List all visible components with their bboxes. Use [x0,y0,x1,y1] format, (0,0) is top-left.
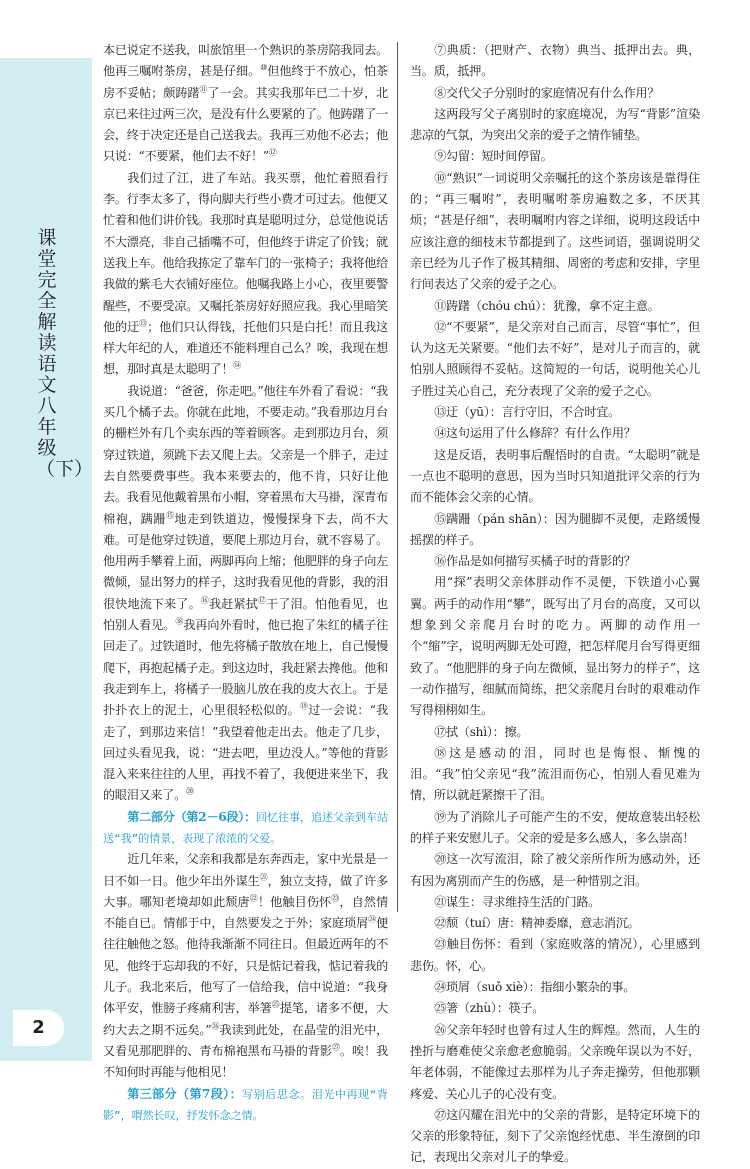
annotation-note: 用“探”表明父亲体胖动作不灵便，下铁道小心翼翼。两手的动作用“攀”，既写出了月台的高度，又可以想象到父亲爬月台时的吃力。两脚的动作用一个“缩”字，说明两脚无处可蹬，把怎样爬月台写得更细致了。“他肥胖的身子向左微倾，显出努力的样子”，这一动作描写，细腻而简练，把父亲爬月台时的艰难动作写得栩栩如生。 [410,575,700,718]
footnote-marker: ㉒ [249,893,258,903]
book-title: 课堂完全解读 语文 八年级（下） [36,227,94,480]
text-run: 本已说定不送我，叫旅馆里一个熟识的茶房陪我同去。他再三嘱咐茶房，甚是仔细。 [103,43,388,79]
annotation-note: 这是反语，表明事后醒悟时的自责。“太聪明”就是一点也不聪明的意思，因为当时只知道批评父亲的行为而不能体会父亲的心情。 [410,447,700,505]
annotation-note: 这两段写父子离别时的家庭境况，为写“背影”渲染悲凉的气氛，为突出父亲的爱子之情作铺垫。 [410,106,700,143]
text-run: 我说道：“爸爸，你走吧。”他往车外看了看说：“我买几个橘子去。你就在此地，不要走动。”我看那边月台的栅栏外有几个卖东西的等着顾客。走到那边月台，须穿过铁道，须跳下去又爬上去。父亲是一个胖子，走过去自然要费事些。我本来要去的，他不肯，只好让他去。我看见他戴着黑布小帽，穿着黑布大马褂，深青布棉袍，蹒跚 [103,383,388,526]
text-run: 。唉！我不知何时再能与他相见！ [103,1043,388,1080]
footnote-marker: ⑳ [185,787,194,797]
text-run: 我赶紧拭 [208,596,258,611]
column-divider [397,42,398,912]
footnote-marker: ⑫ [268,148,277,158]
annotation-note: ⑬迂（yū）：言行守旧，不合时宜。 [434,405,620,420]
text-run: ！他触目伤怀 [257,894,332,909]
annotation-note: ⑲为了消除儿子可能产生的不安，便故意装出轻松的样子来安慰儿子。父亲的爱是多么感人，多么崇高！ [410,809,700,845]
annotation-note: ㉕箸（zhù）：筷子。 [434,1001,545,1016]
text-run: 过一会说：“我走了，到那边来信！”我望着他走出去。他走了几步，回过头看见我，说：“进去吧，里边没人。”等他的背影混入来来往往的人里，再找不着了，我便进来坐下，我的眼泪又来了。 [103,703,388,803]
section-summary [103,807,388,850]
footnote-marker: ⑱ [175,616,184,626]
annotation-note: ㉖父亲年轻时也曾有过人生的辉煌。然而，人生的挫折与磨难使父亲愈老愈脆弱。父亲晚年误以为不好，年老体弱，不能像过去那样为儿子奔走操劳，但他那颗疼爱、关心儿子的心没有变。 [410,1022,700,1101]
annotation-note: ⑭这句运用了什么修辞？有什么作用？ [434,426,636,441]
section-note: 写别后思念。泪光中再现“背影”，喟然长叹，抒发怀念之情。 [103,1087,388,1122]
annotation-note: ⑩“熟识”一词说明父亲嘱托的这个茶房该是靠得住的；“再三嘱咐”，表明嘱咐茶房遍数之多，不厌其烦；“甚是仔细”，表明嘱咐内容之详细，说明这段话中应该注意的细枝末节都提到了。这些词语，强调说明父亲已经为儿子作了极其精细、周密的考虑和安排，字里行间表达了父亲的爱子之心。 [410,170,700,292]
page-number: 2 [13,1010,64,1046]
annotation-note: ⑨勾留：短时间停留。 [434,149,553,164]
section-summary [103,1084,388,1127]
annotation-note: ⑮蹒跚（pán shān）：因为腿脚不灵便，走路缓慢摇摆的样子。 [410,511,700,547]
text-run: 干了泪。怕他看见，也怕别人看见。 [103,596,388,633]
section-label: 第二部分（第2－6段）： [127,809,256,824]
footnote-marker: ㉓ [331,893,340,903]
footnote-marker: ⑩ [260,63,268,73]
text-run: 我再向外看时，他已抱了朱红的橘子往回走了。过铁道时，他先将橘子散放在地上，自己慢慢爬下，再抱起橘子走。到这边时，我赶紧去搀他。他和我走到车上，将橘子一股脑儿放在我的皮大衣上。于是扑扑衣上的泥土，心里很轻松似的。 [103,618,388,718]
text-run: 了一会。其实我那年已二十岁，北京已来往过两三次，是没有什么要紧的了。他踌躇了一会，终于决定还是自己送我去。我再三劝他不必去；他只说：“不要紧，他们去不好！” [103,85,388,164]
body-paragraph [103,40,388,168]
annotation-note: ⑧交代父子分别时的家庭情况有什么作用？ [434,85,660,100]
text-run: 便往往触他之怒。他待我渐渐不同往日。但最近两年的不见，他终于忘却我的不好，只是惦记着我，惦记着我的儿子。我北来后，他写了一信给我，信中说道：“我身体平安，惟膀子疼痛利害，举箸 [103,916,388,1016]
section-label: 第三部分（第7段）： [127,1086,243,1101]
text-run: 我读到此处，在晶莹的泪光中，又看见那肥胖的、青布棉袍黑布马褂的背影 [103,1022,389,1058]
annotation-note: ⑳这一次写流泪，除了被父亲所作所为感动外，还有因为离别而产生的伤感，是一种惜别之泪。 [410,852,700,888]
footnote-marker: ⑪ [199,84,208,94]
footnote-marker: ⑰ [257,595,267,605]
annotation-note: ㉑谋生：寻求维持生活的门路。 [434,894,601,909]
body-paragraph [103,381,388,807]
footnote-marker: ㉔ [368,915,377,925]
annotation-note: ⑱这是感动的泪，同时也是悔恨、惭愧的泪。“我”怕父亲见“我”流泪而伤心，怕别人看见难为情，所以就赶紧擦干了泪。 [410,745,700,803]
annotation-note: ㉓触目伤怀：看到（家庭败落的情况），心里感到悲伤。怀，心。 [410,937,700,973]
footnote-marker: ㉕ [271,1000,280,1010]
footnote-marker: ⑯ [200,595,209,605]
text-run: ，自然情不能自已。情郁于中，自然要发之于外；家庭琐屑 [103,894,388,931]
text-run: ，独立支持，做了许多大事。哪知老境却如此颓唐 [103,873,388,909]
footnote-marker: ⑭ [233,361,242,371]
text-run: 近几年来，父亲和我都是东奔西走，家中光景是一日不如一日。他少年出外谋生 [103,852,388,888]
annotation-note: ㉗这闪耀在泪光中的父亲的背影，是特定环境下的父亲的形象特征，刻下了父亲饱经忧患、半生潦倒的印记，表现出父亲对儿子的挚爱。 [410,1107,700,1165]
annotation-note: ⑰拭（shì）：擦。 [434,724,529,739]
sidebar [0,58,92,1061]
footnote-marker: ㉑ [259,872,268,882]
annotation-note: ⑫“不要紧”，是父亲对自己而言，尽管“事忙”，但认为这无关紧要。“他们去不好”，是对儿子而言的，就怕别人照顾得不妥帖。这简短的一句话，说明他关心儿子胜过关心自己，充分表现了父亲的爱子之心。 [410,319,700,398]
footnote-marker: ⑮ [166,510,175,520]
body-paragraph [103,168,388,381]
annotation-note: ⑪踌躇（chóu chú）：犹豫，拿不定主意。 [434,298,660,313]
annotation-column [410,40,700,1169]
body-paragraph [103,849,388,1083]
footnote-marker: ⑬ [139,318,148,328]
text-run: ；他们只认得钱，托他们只是白托！而且我这样大年纪的人，难道还不能料理自己么？唉，我现在想想，那时真是太聪明了！ [103,319,388,377]
annotation-note: ㉔琐屑（suǒ xiè）：指细小繁杂的事。 [434,980,636,995]
main-text-column [103,40,388,1126]
footnote-marker: ⑲ [299,702,309,712]
text-run: 但他终于不放心，怕茶房不妥帖；颇踌躇 [103,64,388,100]
annotation-note: ㉒颓（tuí）唐：精神委靡，意志消沉。 [434,916,640,931]
annotation-note: ⑦典质：（把财产、衣物）典当、抵押出去。典，当。质，抵押。 [410,43,700,79]
text-run: 提笔，诸多不便，大约大去之期不远矣。” [103,1001,388,1037]
text-run: 地走到铁道边，慢慢探身下去，尚不大难。可是他穿过铁道，要爬上那边月台，就不容易了。他用两手攀着上面，两脚再向上缩；他肥胖的身子向左微倾，显出努力的样子，这时我看见他的背影，我的泪很快地流下来了。 [103,511,388,611]
footnote-marker: ㉗ [332,1042,340,1052]
footnote-marker: ㉖ [211,1021,220,1031]
annotation-note: ⑯作品是如何描写买橘子时的背影的？ [434,554,636,569]
text-run: 我们过了江，进了车站。我买票，他忙着照看行李。行李太多了，得向脚夫行些小费才可过去。他便又忙着和他们讲价钱。我那时真是聪明过分，总觉他说话不大漂亮，非自己插嘴不可，但他终于讲定了价钱；就送我上车。他给我拣定了靠车门的一张椅子；我将他给我做的紫毛大衣铺好座位。他嘱我路上小心，夜里要警醒些，不要受凉。又嘱托茶房好好照应我。我心里暗笑他的迂 [103,170,388,334]
section-note: 回忆往事，追述父亲到车站送“我”的情景，表现了浓浓的父爱。 [103,810,389,845]
